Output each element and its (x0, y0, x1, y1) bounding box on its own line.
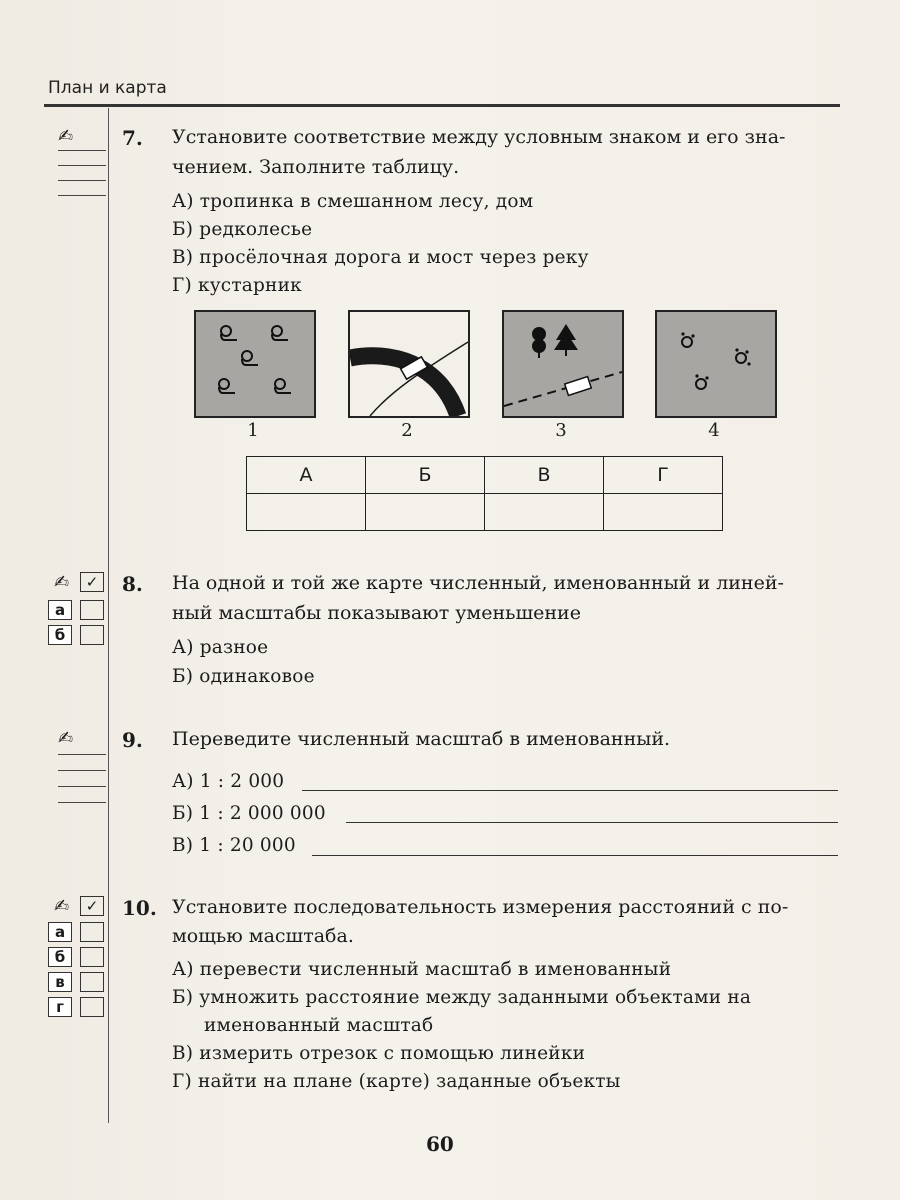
q9-answer-line-a[interactable] (302, 790, 838, 791)
table-header-g: Г (604, 457, 723, 494)
page-header-title: План и карта (48, 78, 167, 98)
pencil-icon: ✍ (58, 126, 74, 147)
answer-box-g: г (48, 997, 72, 1017)
pencil-icon: ✍ (54, 572, 70, 593)
q9-answer-line-v[interactable] (312, 855, 838, 856)
table-header-a: А (247, 457, 366, 494)
margin-line (58, 195, 106, 196)
answer-box-empty[interactable] (80, 997, 104, 1017)
question-10-text-line2: мощью масштаба. (172, 925, 354, 947)
check-box[interactable]: ✓ (80, 896, 104, 916)
header-rule (44, 104, 840, 107)
pencil-icon: ✍ (54, 896, 70, 917)
map-label-1: 1 (247, 420, 259, 441)
question-10-text-line1: Установите последовательность измерения расстояний с по- (172, 896, 789, 918)
q10-option-b-continued: именованный масштаб (204, 1015, 434, 1036)
q7-answer-table (246, 456, 723, 531)
margin-line (58, 754, 106, 755)
margin-line (58, 165, 106, 166)
answer-cell-g[interactable] (604, 494, 723, 531)
q9-option-b: Б) 1 : 2 000 000 (172, 803, 326, 824)
check-box[interactable]: ✓ (80, 572, 104, 592)
answer-box-empty[interactable] (80, 947, 104, 967)
question-9-number: 9. (122, 728, 143, 752)
margin-line (58, 770, 106, 771)
answer-box-v: в (48, 972, 72, 992)
answer-box-empty[interactable] (80, 922, 104, 942)
map-symbol-1-sparse-forest (194, 310, 316, 418)
margin-rule (108, 108, 109, 1123)
page-number: 60 (426, 1132, 454, 1156)
map-label-3: 3 (555, 420, 567, 441)
answer-box-empty[interactable] (80, 625, 104, 645)
answer-box-empty[interactable] (80, 600, 104, 620)
answer-box-b: б (48, 947, 72, 967)
q7-option-v: В) просёлочная дорога и мост через реку (172, 247, 589, 268)
answer-cell-a[interactable] (247, 494, 366, 531)
question-8-text-line1: На одной и той же карте численный, именованный и линей- (172, 572, 784, 594)
map-symbol-3-forest-path-house (502, 310, 624, 418)
q10-option-a: А) перевести численный масштаб в именованный (172, 959, 672, 980)
q9-option-a: А) 1 : 2 000 (172, 771, 285, 792)
margin-line (58, 180, 106, 181)
margin-line (58, 802, 106, 803)
q9-option-v: В) 1 : 20 000 (172, 835, 296, 856)
answer-cell-v[interactable] (485, 494, 604, 531)
pencil-icon: ✍ (58, 728, 74, 749)
question-8-number: 8. (122, 572, 143, 596)
map-label-2: 2 (401, 420, 413, 441)
question-8-text-line2: ный масштабы показывают уменьшение (172, 602, 581, 624)
question-7-text-line2: чением. Заполните таблицу. (172, 156, 460, 178)
map-symbol-4-shrubs (655, 310, 777, 418)
q9-answer-line-b[interactable] (346, 822, 838, 823)
question-10-number: 10. (122, 896, 157, 920)
q10-option-v: В) измерить отрезок с помощью линейки (172, 1043, 586, 1064)
q10-option-b: Б) умножить расстояние между заданными объектами на (172, 987, 752, 1008)
margin-line (58, 150, 106, 151)
q7-option-b: Б) редколесье (172, 219, 313, 240)
question-9-text: Переведите численный масштаб в именованный. (172, 728, 671, 750)
table-header-b: Б (366, 457, 485, 494)
answer-box-a: а (48, 600, 72, 620)
q7-option-a: А) тропинка в смешанном лесу, дом (172, 191, 534, 212)
answer-box-b: б (48, 625, 72, 645)
map-symbol-2-road-bridge (348, 310, 470, 418)
answer-box-empty[interactable] (80, 972, 104, 992)
q7-option-g: Г) кустарник (172, 275, 302, 296)
table-header-v: В (485, 457, 604, 494)
q8-option-a: А) разное (172, 637, 269, 658)
question-7-text-line1: Установите соответствие между условным знаком и его зна- (172, 126, 786, 148)
question-7-number: 7. (122, 126, 143, 150)
margin-line (58, 786, 106, 787)
map-label-4: 4 (708, 420, 720, 441)
answer-box-a: а (48, 922, 72, 942)
answer-cell-b[interactable] (366, 494, 485, 531)
q8-option-b: Б) одинаковое (172, 666, 315, 687)
q10-option-g: Г) найти на плане (карте) заданные объекты (172, 1071, 621, 1092)
